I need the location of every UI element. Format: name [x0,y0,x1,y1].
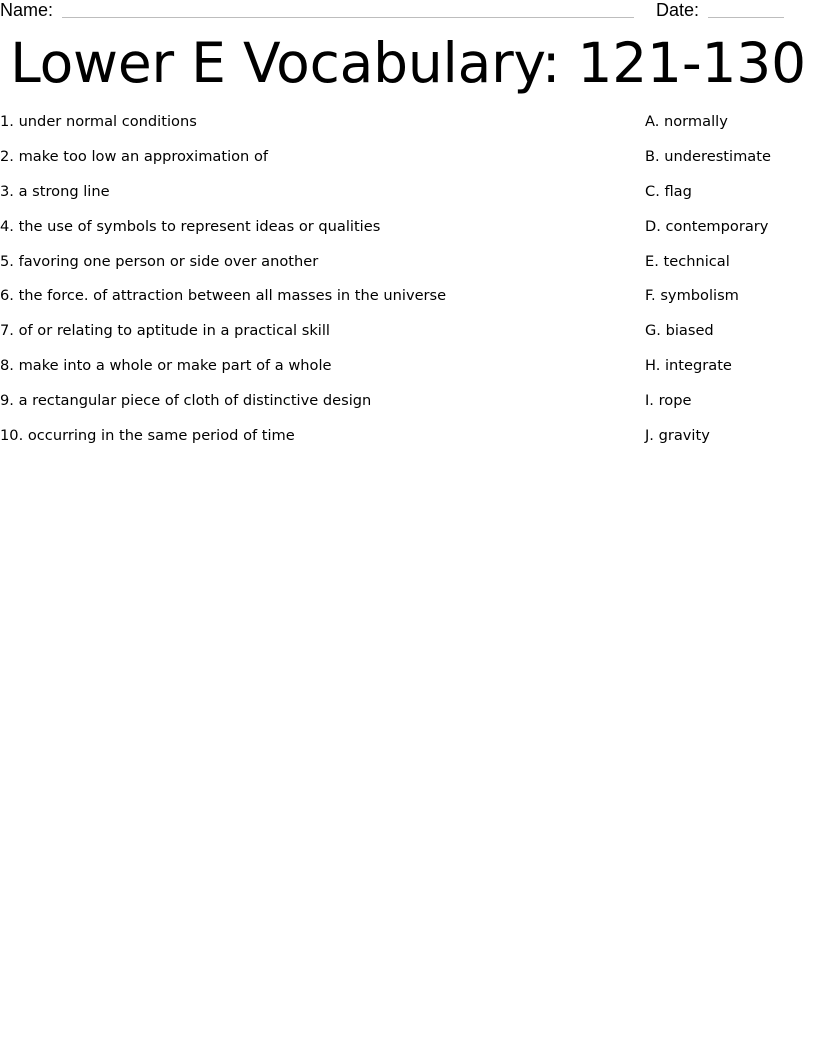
answer-item: D. contemporary [645,217,769,235]
date-blank-line [708,17,784,18]
worksheet-title: Lower E Vocabulary: 121-130 [10,31,806,95]
answer-item: I. rope [645,392,692,410]
answer-item: B. underestimate [645,147,771,165]
answer-item: H. integrate [645,357,732,375]
clue-item: 4. the use of symbols to represent ideas or qualities [0,217,381,235]
clue-item: 10. occurring in the same period of time [0,427,295,445]
answer-item: J. gravity [645,427,710,445]
answer-item: A. normally [645,113,728,130]
clue-item: 1. under normal conditions [0,113,197,130]
answer-item: F. symbolism [645,287,739,305]
clue-item: 7. of or relating to aptitude in a practical skill [0,322,330,340]
date-label: Date: [656,0,700,20]
name-label: Name: [0,0,54,20]
answer-item: G. biased [645,322,714,340]
clue-item: 9. a rectangular piece of cloth of distinctive design [0,392,372,410]
clue-item: 2. make too low an approximation of [0,147,269,165]
clue-list [0,112,630,461]
clue-item: 5. favoring one person or side over another [0,252,319,270]
answer-item: E. technical [645,252,730,270]
answer-list [645,112,816,461]
answer-item: C. flag [645,182,692,200]
worksheet-header [0,0,816,22]
clue-item: 8. make into a whole or make part of a whole [0,357,332,375]
name-blank-line [62,17,634,18]
clue-item: 6. the force. of attraction between all masses in the universe [0,287,447,305]
clue-item: 3. a strong line [0,182,110,200]
